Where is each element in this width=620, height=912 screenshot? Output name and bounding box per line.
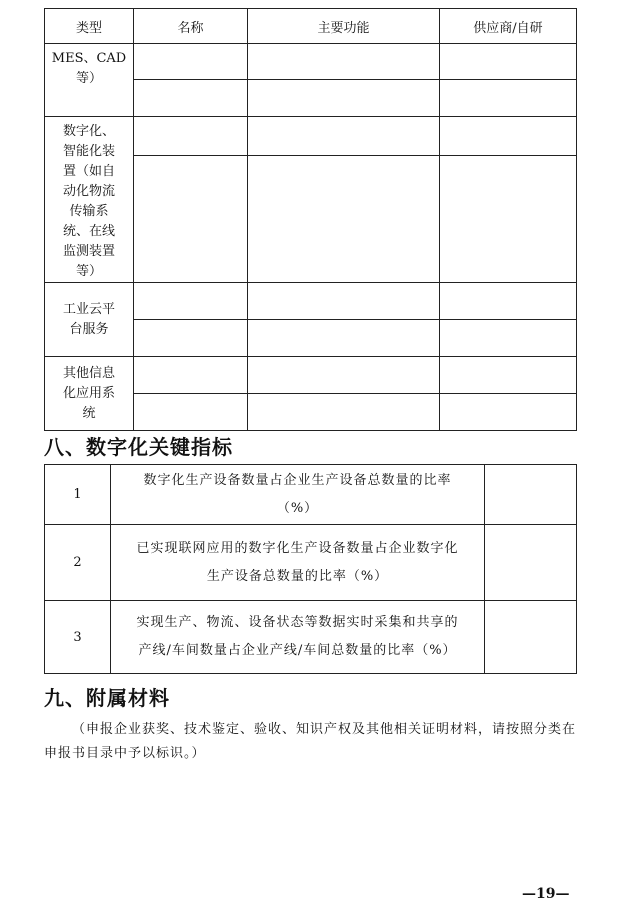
function-cell — [248, 320, 440, 357]
table-row — [45, 44, 577, 80]
indicator-value-cell — [485, 601, 577, 674]
indicator-number: 2 — [45, 525, 111, 601]
name-cell — [134, 357, 248, 394]
attachment-note: （申报企业获奖、技术鉴定、验收、知识产权及其他相关证明材料，请按照分类在申报书目录中予以标识。） — [44, 722, 577, 761]
function-cell — [248, 283, 440, 320]
section-9-title: 九、附属材料 — [44, 686, 170, 710]
table-row — [45, 117, 577, 156]
indicator-value-cell — [485, 465, 577, 525]
name-cell — [134, 44, 248, 80]
page-number: —19— — [522, 886, 570, 902]
function-cell — [248, 80, 440, 117]
indicator-description: 已实现联网应用的数字化生产设备数量占企业数字化 生产设备总数量的比率（%） — [111, 525, 485, 601]
supplier-cell — [440, 44, 577, 80]
name-cell — [134, 320, 248, 357]
header-supplier: 供应商/自研 — [440, 9, 577, 44]
table-row — [45, 465, 577, 525]
type-cell: 其他信息 化应用系 统 — [45, 357, 134, 431]
software-hardware-table — [44, 8, 577, 431]
indicator-number: 3 — [45, 601, 111, 674]
supplier-cell — [440, 156, 577, 283]
function-cell — [248, 44, 440, 80]
indicator-description: 实现生产、物流、设备状态等数据实时采集和共享的 产线/车间数量占企业产线/车间总数量的比率（%） — [111, 601, 485, 674]
indicator-number: 1 — [45, 465, 111, 525]
supplier-cell — [440, 320, 577, 357]
table-row — [45, 601, 577, 674]
supplier-cell — [440, 357, 577, 394]
function-cell — [248, 117, 440, 156]
function-cell — [248, 156, 440, 283]
table-row — [45, 283, 577, 320]
name-cell — [134, 117, 248, 156]
name-cell — [134, 283, 248, 320]
indicator-value-cell — [485, 525, 577, 601]
header-name: 名称 — [134, 9, 248, 44]
supplier-cell — [440, 394, 577, 431]
type-cell: 工业云平 台服务 — [45, 283, 134, 357]
function-cell — [248, 394, 440, 431]
table-header-row — [45, 9, 577, 44]
name-cell — [134, 80, 248, 117]
header-type: 类型 — [45, 9, 134, 44]
name-cell — [134, 394, 248, 431]
supplier-cell — [440, 283, 577, 320]
key-indicators-table — [44, 464, 577, 674]
table-row — [45, 357, 577, 394]
supplier-cell — [440, 80, 577, 117]
table-row — [45, 525, 577, 601]
header-function: 主要功能 — [248, 9, 440, 44]
function-cell — [248, 357, 440, 394]
supplier-cell — [440, 117, 577, 156]
name-cell — [134, 156, 248, 283]
type-cell: MES、CAD 等） — [45, 44, 134, 117]
indicator-description: 数字化生产设备数量占企业生产设备总数量的比率 （%） — [111, 465, 485, 525]
type-cell: 数字化、 智能化装 置（如自 动化物流 传输系 统、在线 监测装置 等） — [45, 117, 134, 283]
section-8-title: 八、数字化关键指标 — [44, 435, 233, 459]
